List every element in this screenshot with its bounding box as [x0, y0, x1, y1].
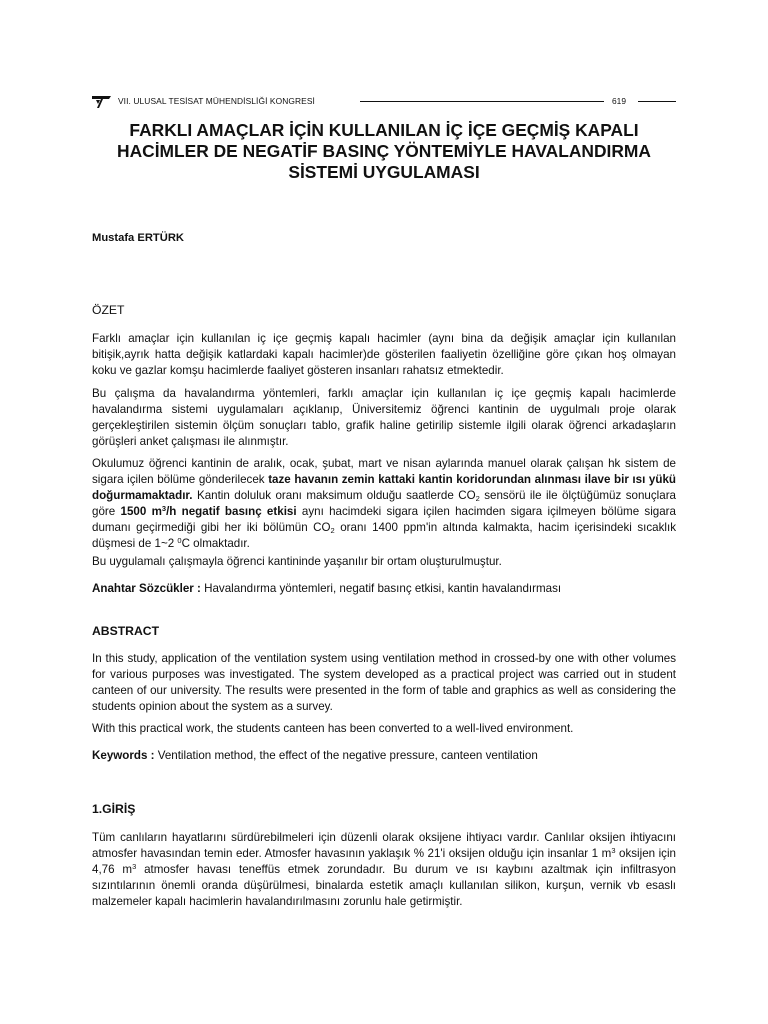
- author-name: Mustafa ERTÜRK: [92, 232, 184, 244]
- anahtar-sozcukler: Anahtar Sözcükler : Havalandırma yöntemleri, negatif basınç etkisi, kantin havalandırması: [92, 582, 562, 595]
- ozet-paragraph-1: Farklı amaçlar için kullanılan iç içe geçmiş kapalı hacimler (aynı bina da değişik amaçlar için kullanılan bitişik,ayrık hatta değişik katlardaki kapalı hacimler)de gösterilen faaliyetin özelliğine göre çıkan hoş olmayan koku ve gazlar komşu hacimlerde faaliyet gösteren insanları rahatsız etmektedir.: [92, 332, 676, 377]
- keywords: Keywords : Ventilation method, the effect of the negative pressure, canteen ventilation: [92, 749, 538, 762]
- paper-title: FARKLI AMAÇLAR İÇİN KULLANILAN İÇ İÇE GEÇMİŞ KAPALI HACİMLER DE NEGATİF BASINÇ YÖNTEMİYLE HAVALANDIRMA SİSTEMİ UYGULAMASI: [117, 120, 651, 182]
- abstract-paragraph-2: With this practical work, the students canteen has been converted to a well-lived environment.: [92, 722, 574, 735]
- ozet-paragraph-3: Okulumuz öğrenci kantinin de aralık, ocak, şubat, mart ve nisan aylarında manuel olarak çalışan hk sistem de sigara içilen bölüme gönderilecek taze havanın zemin kattaki kantin koridorundan alınması ilave bir ısı yükü doğurmamaktadır. Kantin doluluk oranı maksimum olduğu saatlerde $CO_2$ sensörü ile ile ölçtüğümüz sonuçlara göre 1500 $m^3/h$ negatif basınç etkisi aynı hacimdeki sigara içilen hacimden sigara içilmeyen bölüme sigara dumanı geçirmediği gibi her iki bölümün $CO_2$ oranı 1400 ppm'in altında kalmakta, hacim içerisindeki sıcaklık düşmesi de 1~2 $^0$C olmaktadır.: [92, 457, 677, 550]
- ozet-paragraph-4: Bu uygulamalı çalışmayla öğrenci kantininde yaşanılır bir ortam oluşturulmuştur.: [92, 555, 502, 568]
- header-rule-right: [638, 101, 676, 102]
- ozet-paragraph-2: Bu çalışma da havalandırma yöntemleri, farklı amaçlar için kullanılan iç içe geçmiş kapalı hacimlerde havalandırma sistemi uygulamaları açıklanıp, Üniversitemiz öğrenci kantinin de uygulmalı proje olarak gerçekleştirilen sistemin ölçüm sonuçları tablo, grafik haline getirilip sistemle ilgili olarak öğrenci arkadaşların görüşleri anket çalışması ile alınmıştır.: [92, 387, 676, 448]
- page-number: 619: [612, 96, 626, 106]
- abstract-heading: ABSTRACT: [92, 624, 160, 638]
- congress-logo-icon: [92, 93, 112, 109]
- conference-name: VII. ULUSAL TESİSAT MÜHENDİSLİĞİ KONGRESİ: [118, 96, 315, 106]
- giris-heading: 1.GİRİŞ: [92, 802, 136, 816]
- header-rule: [360, 101, 604, 102]
- running-header: [92, 93, 676, 109]
- ozet-heading: ÖZET: [92, 303, 125, 317]
- abstract-paragraph-1: In this study, application of the ventilation system using ventilation method in crossed-by one with other volumes for various purposes was investigated. The system developed as a practical project was carried out in student canteen of our university. The results were presented in the form of table and graphics as well as considering the students opinion about the system as a survey.: [92, 652, 676, 713]
- giris-paragraph-1: Tüm canlıların hayatlarını sürdürebilmeleri için düzenli olarak oksijene ihtiyacı vardır. Canlılar oksijen ihtiyacını atmosfer havasından temin eder. Atmosfer havasının yaklaşık % 21'i oksijen olduğu için insanlar 1 $m^3$ oksijen için 4,76 $m^3$ atmosfer havası teneffüs etmek zorundadır. Bu durum ve ısı kaybını azaltmak için infiltrasyon sızıntılarının önemli oranda düşürülmesi, binalarda estetik amaçlı kullanılan silikon, kurşun, vernik vb esaslı malzemeler kapalı hacimlerin havalandırılmasını zorunlu hale getirmiştir.: [92, 831, 676, 908]
